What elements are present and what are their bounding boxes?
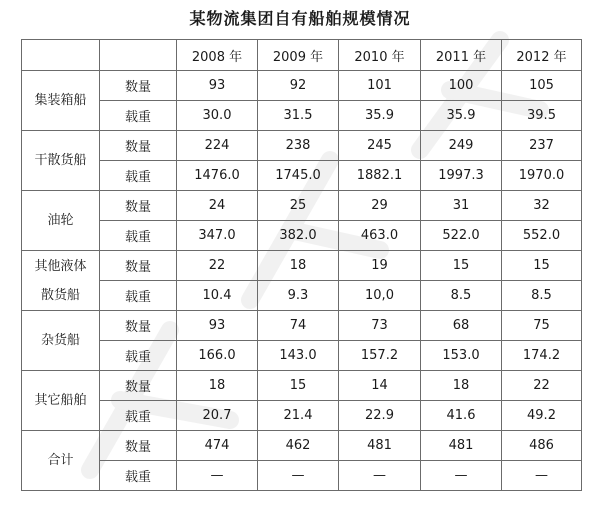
value-cell: 73 [339, 311, 421, 341]
value-cell: 15 [421, 251, 502, 281]
value-cell: 29 [339, 191, 421, 221]
metric-label: 数量 [100, 191, 177, 221]
table-row [22, 371, 582, 401]
value-cell: 237 [502, 131, 582, 161]
metric-label: 载重 [100, 101, 177, 131]
category-label: 杂货船 [40, 333, 80, 348]
value-cell: 22.9 [339, 401, 421, 431]
value-cell: 93 [177, 71, 258, 101]
value-cell: 100 [421, 71, 502, 101]
table-row [22, 401, 582, 431]
value-cell: 486 [502, 431, 582, 461]
header-year: 2011 年 [421, 40, 502, 71]
value-cell: — [258, 461, 339, 491]
metric-label: 数量 [100, 311, 177, 341]
value-cell: 18 [258, 251, 339, 281]
value-cell: 8.5 [502, 281, 582, 311]
value-cell: 245 [339, 131, 421, 161]
value-cell: 14 [339, 371, 421, 401]
value-cell: 1476.0 [177, 161, 258, 191]
value-cell: 481 [421, 431, 502, 461]
metric-label: 数量 [100, 371, 177, 401]
value-cell: 174.2 [502, 341, 582, 371]
value-cell: 30.0 [177, 101, 258, 131]
metric-label: 载重 [100, 281, 177, 311]
value-cell: 474 [177, 431, 258, 461]
value-cell: 552.0 [502, 221, 582, 251]
value-cell: 1970.0 [502, 161, 582, 191]
category-label: 其它船舶 [34, 393, 87, 408]
category-label: 集装箱船 [34, 93, 87, 108]
value-cell: 20.7 [177, 401, 258, 431]
value-cell: 39.5 [502, 101, 582, 131]
metric-label: 载重 [100, 461, 177, 491]
value-cell: 18 [421, 371, 502, 401]
table-title: 某物流集团自有船舶规模情况 [189, 9, 411, 28]
table-row [22, 161, 582, 191]
table-row [22, 71, 582, 101]
value-cell: 8.5 [421, 281, 502, 311]
value-cell: 49.2 [502, 401, 582, 431]
value-cell: 105 [502, 71, 582, 101]
value-cell: 21.4 [258, 401, 339, 431]
value-cell: 22 [502, 371, 582, 401]
value-cell: 1745.0 [258, 161, 339, 191]
value-cell: 462 [258, 431, 339, 461]
value-cell: 522.0 [421, 221, 502, 251]
value-cell: 19 [339, 251, 421, 281]
table-header [22, 40, 582, 71]
data-table [21, 39, 582, 491]
category-cell [22, 131, 100, 191]
value-cell: 9.3 [258, 281, 339, 311]
value-cell: 481 [339, 431, 421, 461]
header-year: 2009 年 [258, 40, 339, 71]
value-cell: 1997.3 [421, 161, 502, 191]
metric-label: 数量 [100, 431, 177, 461]
category-cell [22, 71, 100, 131]
value-cell: 31 [421, 191, 502, 221]
value-cell: 238 [258, 131, 339, 161]
header-year: 2008 年 [177, 40, 258, 71]
value-cell: 18 [177, 371, 258, 401]
value-cell: — [502, 461, 582, 491]
metric-label: 载重 [100, 221, 177, 251]
value-cell: 24 [177, 191, 258, 221]
value-cell: 31.5 [258, 101, 339, 131]
value-cell: 92 [258, 71, 339, 101]
category-cell [22, 431, 100, 491]
value-cell: 143.0 [258, 341, 339, 371]
value-cell: 93 [177, 311, 258, 341]
value-cell: — [177, 461, 258, 491]
category-label: 散货船 [40, 287, 80, 303]
value-cell: 25 [258, 191, 339, 221]
category-label: 其他液体 [34, 258, 87, 274]
value-cell: 101 [339, 71, 421, 101]
table-row [22, 341, 582, 371]
value-cell: 75 [502, 311, 582, 341]
value-cell: 10.4 [177, 281, 258, 311]
category-label: 合计 [47, 453, 74, 468]
value-cell: 157.2 [339, 341, 421, 371]
metric-label: 数量 [100, 131, 177, 161]
value-cell: 10,0 [339, 281, 421, 311]
value-cell: — [421, 461, 502, 491]
category-label: 干散货船 [34, 153, 87, 168]
value-cell: 68 [421, 311, 502, 341]
value-cell: 41.6 [421, 401, 502, 431]
table-row [22, 131, 582, 161]
category-cell [22, 191, 100, 251]
table-row [22, 221, 582, 251]
table-row [22, 431, 582, 461]
value-cell: 153.0 [421, 341, 502, 371]
value-cell: 32 [502, 191, 582, 221]
value-cell: 166.0 [177, 341, 258, 371]
header-year: 2012 年 [502, 40, 582, 71]
category-cell [22, 311, 100, 371]
value-cell: 74 [258, 311, 339, 341]
value-cell: 382.0 [258, 221, 339, 251]
value-cell: 347.0 [177, 221, 258, 251]
value-cell: 15 [258, 371, 339, 401]
header-year: 2010 年 [339, 40, 421, 71]
header-corner-metric [100, 40, 177, 71]
category-label: 油轮 [47, 213, 74, 228]
value-cell: — [339, 461, 421, 491]
category-cell [22, 371, 100, 431]
value-cell: 463.0 [339, 221, 421, 251]
table-row [22, 101, 582, 131]
metric-label: 载重 [100, 401, 177, 431]
table-row [22, 251, 582, 281]
table-row [22, 311, 582, 341]
table-body [22, 71, 582, 491]
value-cell: 1882.1 [339, 161, 421, 191]
table-row [22, 461, 582, 491]
header-corner-category [22, 40, 100, 71]
category-cell [22, 251, 100, 311]
value-cell: 15 [502, 251, 582, 281]
table-row [22, 281, 582, 311]
value-cell: 22 [177, 251, 258, 281]
table-row [22, 191, 582, 221]
value-cell: 35.9 [421, 101, 502, 131]
metric-label: 载重 [100, 341, 177, 371]
value-cell: 224 [177, 131, 258, 161]
metric-label: 载重 [100, 161, 177, 191]
metric-label: 数量 [100, 71, 177, 101]
metric-label: 数量 [100, 251, 177, 281]
value-cell: 35.9 [339, 101, 421, 131]
value-cell: 249 [421, 131, 502, 161]
